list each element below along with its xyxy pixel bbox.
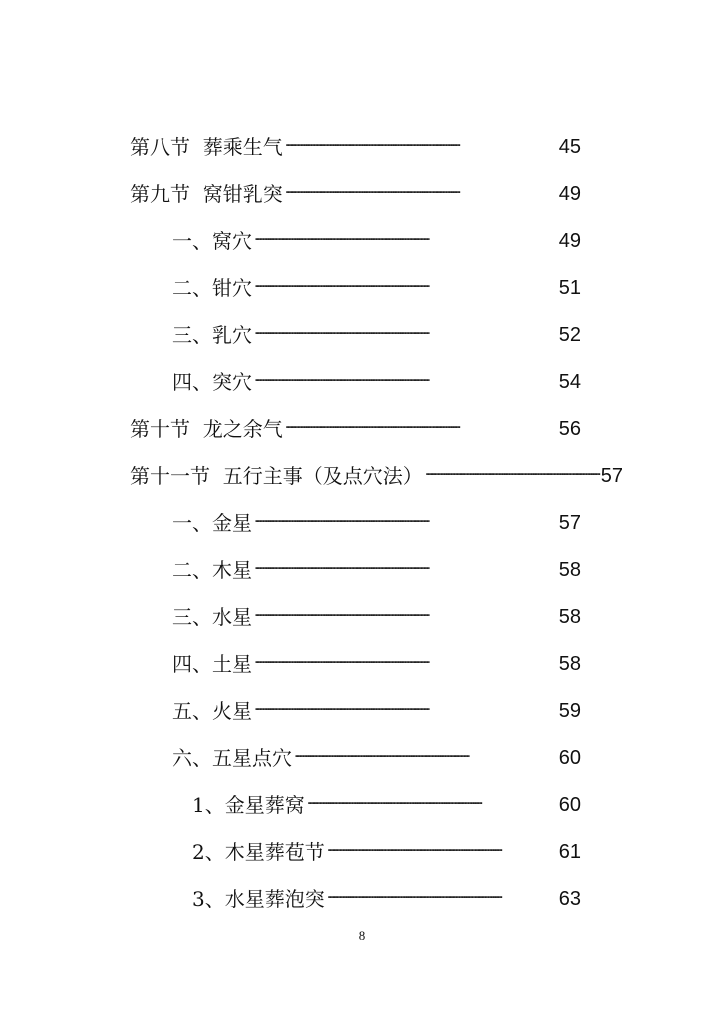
toc-entry-title: 1、金星葬窝: [192, 793, 305, 817]
toc-entry-page: 58: [558, 606, 581, 628]
toc-entry: [0, 547, 724, 594]
dot-leader: ························································································································: [424, 467, 599, 483]
toc-entry: [0, 406, 724, 453]
dot-leader: ························································································································: [254, 326, 429, 342]
toc-entry-title: 第九节 窝钳乳突: [130, 182, 283, 206]
page-number: 8: [358, 928, 366, 943]
toc-entry-page: 63: [558, 888, 581, 910]
toc-entry: [0, 500, 724, 547]
dot-leader: ························································································································: [326, 843, 501, 859]
dot-leader: ························································································································: [326, 890, 501, 906]
toc-entry: [0, 265, 724, 312]
toc-entry-page: 61: [558, 841, 581, 863]
dot-leader: ························································································································: [284, 185, 459, 201]
toc-entry-title: 2、木星葬苞节: [192, 840, 325, 864]
toc-entry: [0, 171, 724, 218]
dot-leader: ························································································································: [254, 279, 429, 295]
toc-entry-page: 59: [558, 700, 581, 722]
dot-leader: ························································································································: [254, 373, 429, 389]
toc-entry-title: 二、钳穴: [172, 276, 252, 300]
dot-leader: ························································································································: [254, 232, 429, 248]
toc-entry-title: 五、火星: [172, 699, 252, 723]
toc-entry-title: 四、突穴: [172, 370, 252, 394]
toc-entry-title: 第十一节 五行主事（及点穴法）: [130, 464, 423, 488]
toc-entry-title: 3、水星葬泡突: [192, 887, 325, 911]
toc-entry: [0, 688, 724, 735]
toc-entry: [0, 876, 724, 923]
dot-leader: ························································································································: [254, 561, 429, 577]
toc-entry-title: 四、土星: [172, 652, 252, 676]
toc-entry-title: 第十节 龙之余气: [130, 417, 283, 441]
toc-entry: [0, 359, 724, 406]
dot-leader: ························································································································: [254, 655, 429, 671]
dot-leader: ························································································································: [254, 514, 429, 530]
toc-entry-page: 57: [558, 512, 581, 534]
toc-entry: [0, 594, 724, 641]
toc-entry-page: 49: [558, 230, 581, 252]
toc-entry-page: 58: [558, 559, 581, 581]
toc-entry-title: 六、五星点穴: [172, 746, 292, 770]
dot-leader: ························································································································: [294, 749, 469, 765]
toc-entry-page: 57: [600, 465, 623, 487]
toc-entry-title: 二、木星: [172, 558, 252, 582]
toc-entry: [0, 312, 724, 359]
dot-leader: ························································································································: [284, 420, 459, 436]
table-of-contents: [0, 124, 724, 923]
toc-entry-page: 60: [558, 794, 581, 816]
toc-entry: [0, 735, 724, 782]
toc-entry: [0, 453, 724, 500]
toc-entry-title: 三、水星: [172, 605, 252, 629]
toc-entry: [0, 641, 724, 688]
toc-entry-title: 一、窝穴: [172, 229, 252, 253]
dot-leader: ························································································································: [254, 702, 429, 718]
toc-entry-page: 49: [558, 183, 581, 205]
toc-entry-page: 52: [558, 324, 581, 346]
toc-entry-page: 51: [558, 277, 581, 299]
toc-entry-page: 56: [558, 418, 581, 440]
toc-entry-page: 54: [558, 371, 581, 393]
toc-entry-page: 58: [558, 653, 581, 675]
dot-leader: ························································································································: [306, 796, 481, 812]
dot-leader: ························································································································: [254, 608, 429, 624]
toc-entry-page: 60: [558, 747, 581, 769]
toc-entry: [0, 218, 724, 265]
toc-entry-page: 45: [558, 136, 581, 158]
toc-entry-title: 三、乳穴: [172, 323, 252, 347]
toc-entry-title: 一、金星: [172, 511, 252, 535]
toc-entry: [0, 124, 724, 171]
toc-entry-title: 第八节 葬乘生气: [130, 135, 283, 159]
dot-leader: ························································································································: [284, 138, 459, 154]
toc-entry: [0, 829, 724, 876]
toc-entry: [0, 782, 724, 829]
